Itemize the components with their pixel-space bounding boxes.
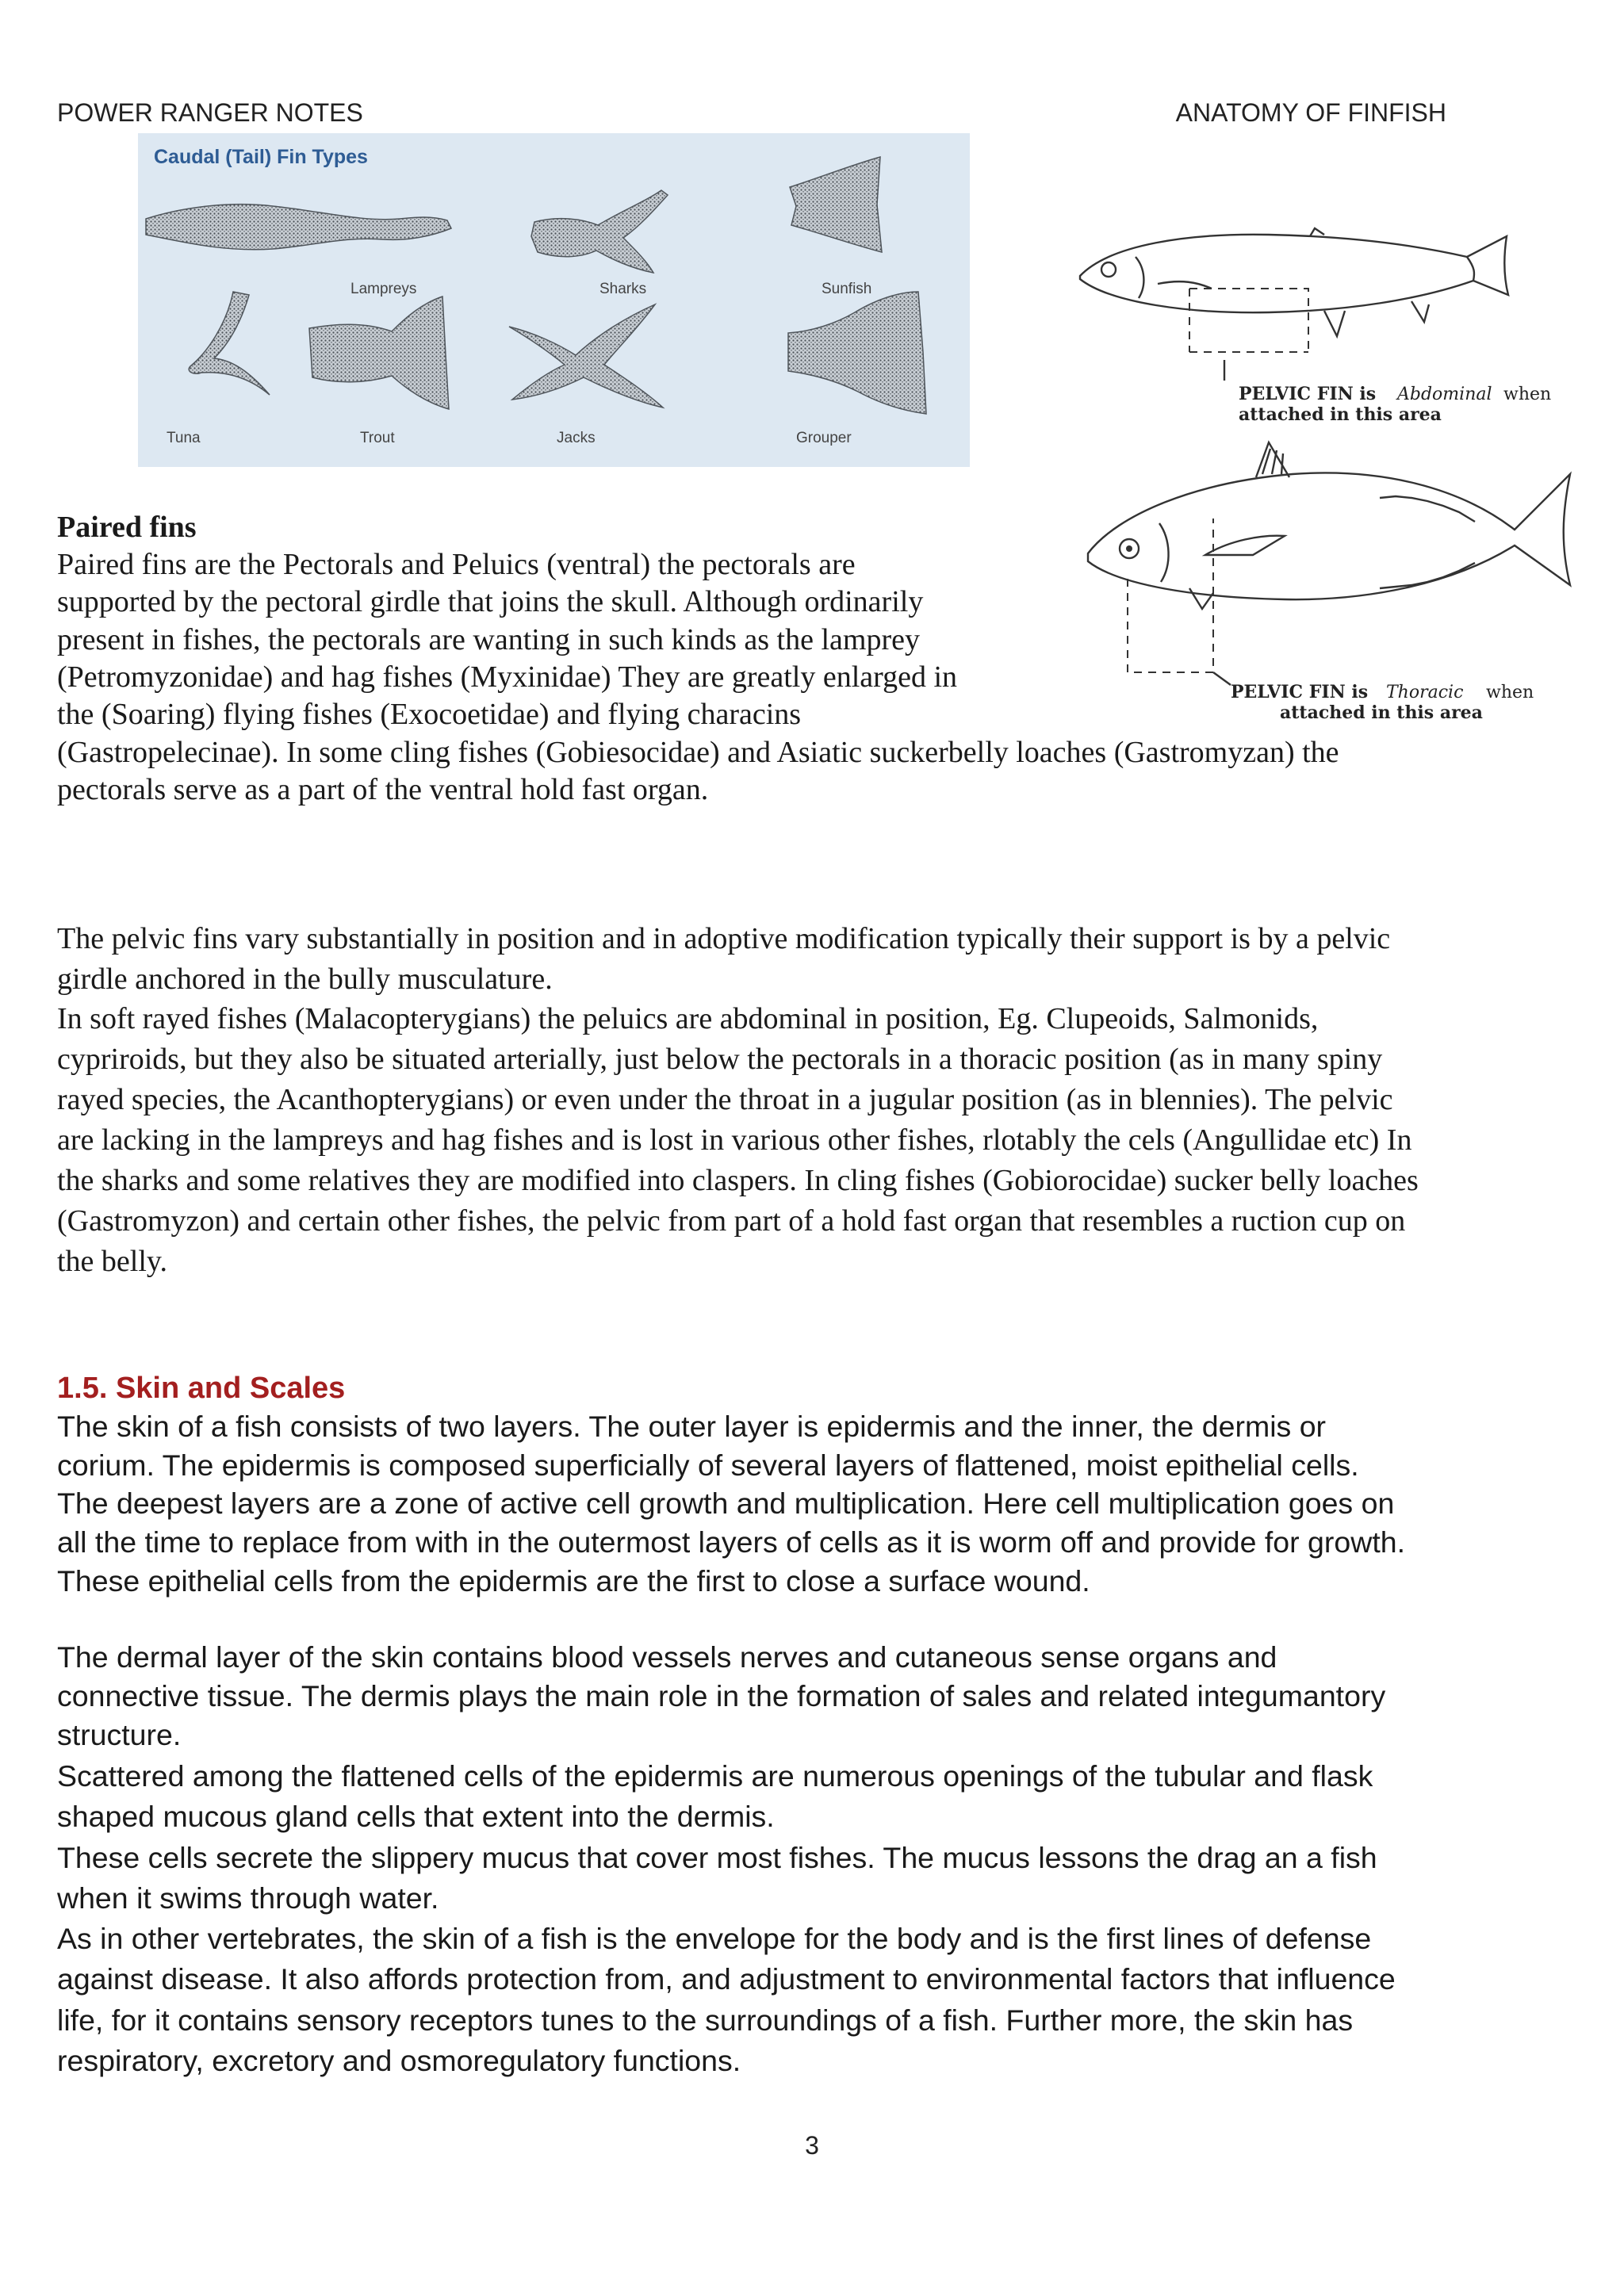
skin-scales-line: structure. — [57, 1718, 182, 1751]
skin-scales-line: The deepest layers are a zone of active cell growth and multiplication. Here cell multiplication goes on — [57, 1487, 1395, 1520]
skin-scales-line: all the time to replace from with in the outermost layers of cells as it is worm off and provide for growth. — [57, 1525, 1406, 1559]
pelvic-fins-line: are lacking in the lampreys and hag fishes and is lost in various other fishes, rlotably the cels (Angullidae etc) In — [57, 1123, 1412, 1157]
skin-scales-line: Scattered among the flattened cells of the epidermis are numerous openings of the tubular and flask — [57, 1759, 1373, 1793]
abdominal-caption-b: Abdominal — [1397, 385, 1492, 404]
skin-scales-line: These epithelial cells from the epidermis are the first to close a surface wound. — [57, 1564, 1090, 1598]
skin-scales-line: corium. The epidermis is composed superficially of several layers of flattened, moist epithelial cells. — [57, 1448, 1359, 1482]
pelvic-fins-line: The pelvic fins vary substantially in position and in adoptive modification typically their support is by a pelvic — [57, 922, 1391, 955]
skin-scales-line: respiratory, excretory and osmoregulatory functions. — [57, 2044, 741, 2077]
thoracic-caption-a: PELVIC FIN is — [1231, 682, 1369, 702]
shark-tail-shape — [531, 190, 668, 273]
abdominal-caption-c: when — [1503, 385, 1552, 404]
paired-fins-line: supported by the pectoral girdle that joins the skull. Although ordinarily — [57, 585, 924, 618]
label-tuna: Tuna — [167, 430, 201, 446]
pelvic-fins-line: the belly. — [57, 1245, 167, 1278]
skin-scales-line: connective tissue. The dermis plays the main role in the formation of sales and related integumantory — [57, 1679, 1386, 1712]
pelvic-fins-line: rayed species, the Acanthopterygians) or even under the throat in a jugular position (as in blennies). The pelvic — [57, 1083, 1393, 1116]
skin-scales-line: These cells secrete the slippery mucus that cover most fishes. The mucus lessons the drag an a fish — [57, 1841, 1377, 1874]
pelvic-fins-line: cypriroids, but they also be situated arterially, just below the pectorals in a thoracic position (as in many spiny — [57, 1043, 1383, 1076]
thoracic-caption-d: attached in this area — [1280, 702, 1483, 723]
grouper-tail-shape — [788, 292, 926, 414]
skin-scales-line: when it swims through water. — [57, 1881, 439, 1915]
page-number: 3 — [805, 2131, 819, 2160]
thoracic-fish-drawing — [1088, 442, 1570, 685]
skin-scales-line: As in other vertebrates, the skin of a fish is the envelope for the body and is the first lines of defense — [57, 1922, 1372, 1955]
skin-scales-line: shaped mucous gland cells that extent into the dermis. — [57, 1800, 775, 1833]
pelvic-fins-line: girdle anchored in the bully musculature. — [57, 962, 553, 996]
lamprey-tail-shape — [146, 205, 451, 250]
abdominal-fish-drawing — [1080, 228, 1508, 381]
thoracic-caption-c: when — [1486, 683, 1534, 702]
label-sharks: Sharks — [599, 281, 647, 297]
paired-fins-line: (Petromyzonidae) and hag fishes (Myxinidae) They are greatly enlarged in — [57, 660, 958, 694]
paired-fins-line: pectorals serve as a part of the ventral hold fast organ. — [57, 773, 709, 806]
pelvic-fins-line: In soft rayed fishes (Malacopterygians) the peluics are abdominal in position, Eg. Clupeoids, Salmonids, — [57, 1002, 1319, 1035]
caudal-figure-title: Caudal (Tail) Fin Types — [154, 146, 368, 168]
skin-scales-heading: 1.5. Skin and Scales — [57, 1372, 346, 1405]
trout-tail-shape — [309, 297, 449, 409]
label-lampreys: Lampreys — [350, 281, 417, 297]
thoracic-caption-b: Thoracic — [1386, 683, 1464, 702]
label-trout: Trout — [360, 430, 395, 446]
paired-fins-line: (Gastropelecinae). In some cling fishes (Gobiesocidae) and Asiatic suckerbelly loaches (Gastromyzan) the — [57, 736, 1339, 769]
abdominal-caption-d: attached in this area — [1239, 404, 1442, 425]
skin-scales-line: The skin of a fish consists of two layers. The outer layer is epidermis and the inner, the dermis or — [57, 1410, 1327, 1443]
paired-fins-line: present in fishes, the pectorals are wanting in such kinds as the lamprey — [57, 623, 920, 656]
abdominal-caption-a: PELVIC FIN is — [1239, 384, 1377, 404]
skin-scales-line: The dermal layer of the skin contains blood vessels nerves and cutaneous sense organs and — [57, 1640, 1277, 1674]
paired-fins-line: Paired fins are the Pectorals and Peluics (ventral) the pectorals are — [57, 548, 856, 581]
pelvic-fin-position-diagrams — [1063, 212, 1602, 728]
label-sunfish: Sunfish — [822, 281, 872, 297]
skin-scales-line: against disease. It also affords protection from, and adjustment to environmental factors that influence — [57, 1962, 1396, 1996]
paired-fins-title: Paired fins — [57, 511, 197, 544]
label-jacks: Jacks — [557, 430, 596, 446]
label-grouper: Grouper — [796, 430, 852, 446]
tuna-tail-shape — [189, 292, 270, 395]
paired-fins-line: the (Soaring) flying fishes (Exocoetidae) and flying characins — [57, 698, 802, 731]
header-right: ANATOMY OF FINFISH — [1175, 98, 1446, 127]
header-left: POWER RANGER NOTES — [57, 98, 363, 127]
pelvic-fins-line: the sharks and some relatives they are modified into claspers. In cling fishes (Gobiorocidae) sucker belly loaches — [57, 1164, 1419, 1197]
pelvic-fins-line: (Gastromyzon) and certain other fishes, the pelvic from part of a hold fast organ that resembles a ruction cup on — [57, 1204, 1406, 1238]
skin-scales-line: life, for it contains sensory receptors tunes to the surroundings of a fish. Further more, the skin has — [57, 2003, 1354, 2037]
caudal-fin-types-figure — [138, 133, 970, 467]
jacks-tail-shape — [509, 304, 663, 408]
sunfish-tail-shape — [790, 157, 882, 252]
